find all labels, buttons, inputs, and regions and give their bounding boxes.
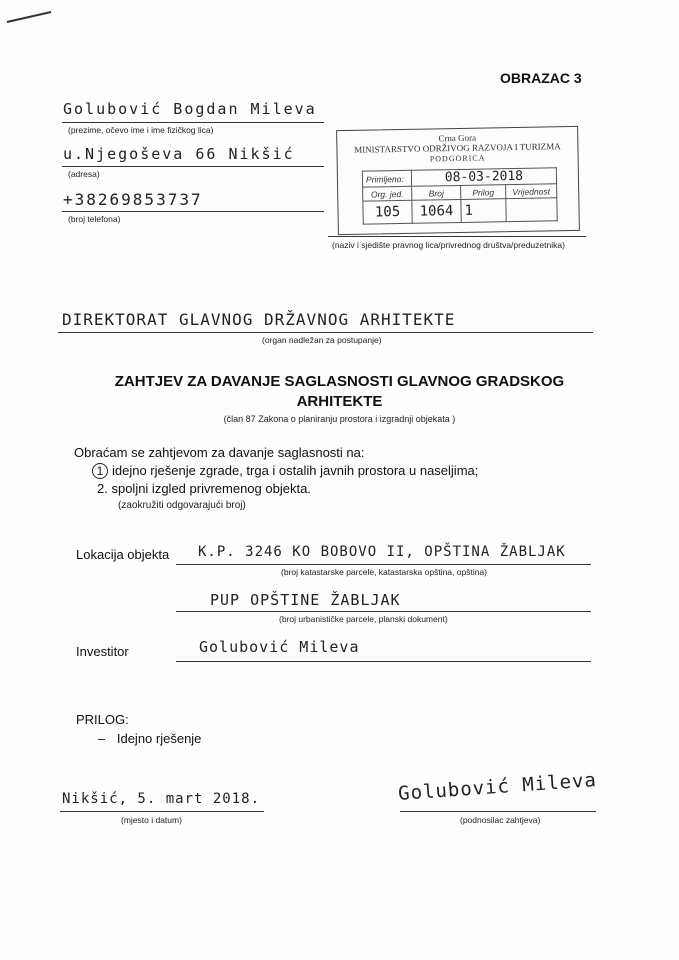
authority-caption: (organ nadležan za postupanje) xyxy=(262,335,382,345)
investor-line xyxy=(176,661,591,662)
applicant-name-caption: (prezime, očevo ime i ime fizičkog lica) xyxy=(68,125,214,135)
form-code: OBRAZAC 3 xyxy=(500,70,582,86)
option-2-number: 2. xyxy=(97,481,108,496)
signature-line xyxy=(400,811,596,812)
stamp-received-date: 08-03-2018 xyxy=(411,168,556,187)
signature-caption: (podnosilac zahtjeva) xyxy=(460,815,541,825)
authority-line xyxy=(58,332,593,333)
option-1-text: idejno rješenje zgrade, trga i ostalih javnih prostora u naseljima; xyxy=(112,463,479,478)
location-label: Lokacija objekta xyxy=(76,547,170,562)
place-date-value: Nikšić, 5. mart 2018. xyxy=(62,791,261,807)
stamp-table xyxy=(362,167,558,224)
options-note: (zaokružiti odgovarajući broj) xyxy=(118,500,246,511)
applicant-phone-caption: (broj telefona) xyxy=(68,214,121,224)
legal-entity-line xyxy=(328,236,586,237)
request-intro: Obraćam se zahtjevom za davanje saglasnosti na: xyxy=(74,445,365,460)
investor-value: Golubović Mileva xyxy=(199,638,360,656)
applicant-name-line xyxy=(62,122,324,123)
location-value2: PUP OPŠTINE ŽABLJAK xyxy=(210,591,401,609)
stamp-prilog-value: 1 xyxy=(461,199,506,223)
applicant-signature: Golubović Mileva xyxy=(397,769,598,805)
form-title-line2: ARHITEKTE xyxy=(296,393,383,410)
option-2 xyxy=(97,481,311,496)
pen-stroke-mark xyxy=(5,8,55,28)
legal-entity-caption: (naziv i sjedište pravnog lica/privrednog društva/preduzetnika) xyxy=(332,240,565,250)
location-caption1: (broj katastarske parcele, katastarska opština, opština) xyxy=(281,567,487,577)
stamp-col-broj: Broj xyxy=(412,185,461,200)
stamp-org-value: 105 xyxy=(363,200,412,224)
registry-stamp xyxy=(336,126,580,235)
applicant-phone-value: +38269853737 xyxy=(63,190,203,209)
place-date-caption: (mjesto i datum) xyxy=(121,815,182,825)
option-1 xyxy=(92,463,478,479)
stamp-ministry: MINISTARSTVO ODRŽIVOG RAZVOJA I TURIZMA xyxy=(354,141,561,155)
attachment-dash: – xyxy=(98,731,106,746)
stamp-col-org: Org. jed. xyxy=(363,186,412,201)
stamp-broj-value: 1064 xyxy=(412,199,461,223)
location-value1: K.P. 3246 KO BOBOVO II, OPŠTINA ŽABLJAK xyxy=(198,544,566,560)
attachment-item xyxy=(98,731,201,746)
location-line2 xyxy=(176,611,591,612)
applicant-name-value: Golubović Bogdan Mileva xyxy=(63,100,317,118)
form-title-line1: ZAHTJEV ZA DAVANJE SAGLASNOSTI GLAVNOG GRADSKOG xyxy=(114,373,565,390)
applicant-phone-line xyxy=(62,211,324,212)
stamp-country: Crna Gora xyxy=(438,132,477,144)
investor-label: Investitor xyxy=(76,644,129,659)
attachment-label: PRILOG: xyxy=(76,712,129,727)
applicant-address-value: u.Njegoševa 66 Nikšić xyxy=(63,145,295,163)
stamp-vrijednost-value xyxy=(506,198,557,222)
applicant-address-caption: (adresa) xyxy=(68,169,100,179)
stamp-col-vrijednost: Vrijednost xyxy=(506,184,557,199)
attachment-item-text: Idejno rješenje xyxy=(116,731,202,746)
stamp-col-prilog: Prilog xyxy=(461,185,506,200)
legal-basis: (član 87 Zakona o planiranju prostora i izgradnji objekata ) xyxy=(223,414,456,424)
option-1-number-circled: 1 xyxy=(92,463,108,479)
option-2-text: spoljni izgled privremenog objekta. xyxy=(111,481,311,496)
location-caption2: (broj urbanističke parcele, planski dokument) xyxy=(279,614,448,624)
authority-value: DIREKTORAT GLAVNOG DRŽAVNOG ARHITEKTE xyxy=(62,310,456,329)
place-date-line xyxy=(60,811,264,812)
stamp-received-label: Primljeno: xyxy=(362,170,411,187)
location-line1 xyxy=(176,564,591,565)
applicant-address-line xyxy=(62,166,324,167)
stamp-city: PODGORICA xyxy=(429,153,486,164)
